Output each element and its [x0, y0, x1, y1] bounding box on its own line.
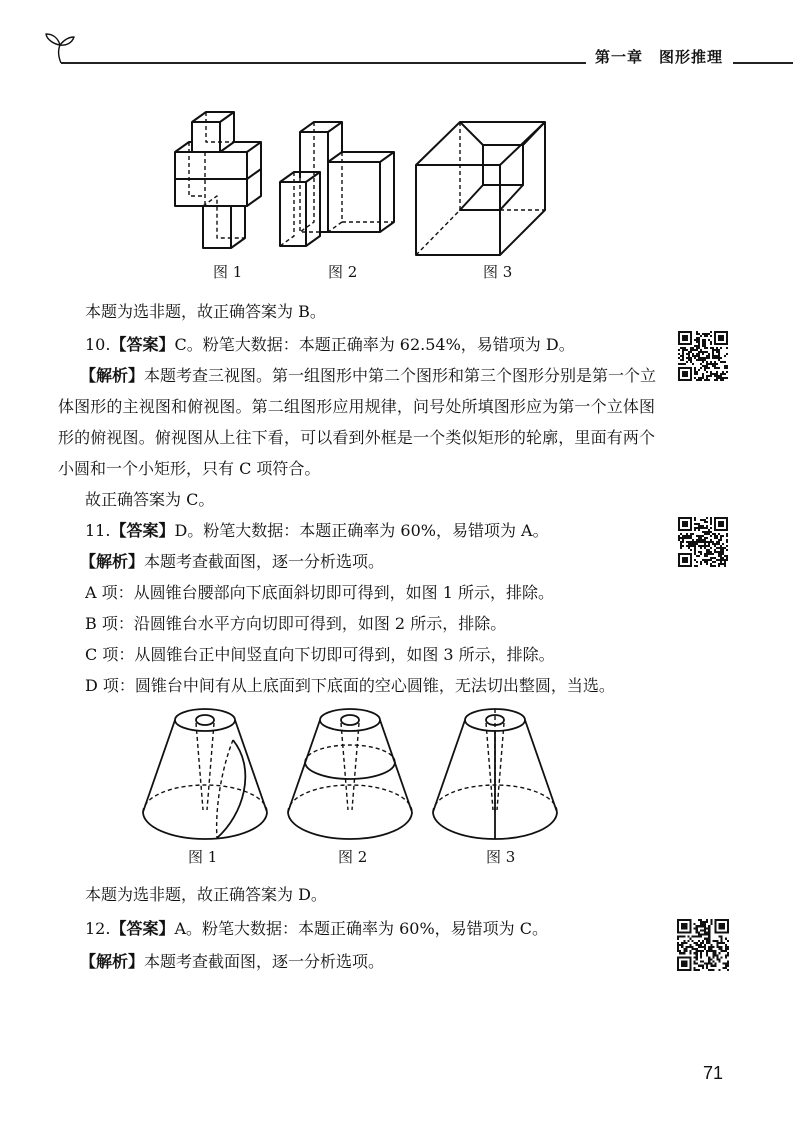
answer-tag: 【答案】 [110, 919, 175, 938]
q12-answer-line [85, 919, 548, 939]
analysis-tag: 【解析】 [80, 366, 145, 385]
header-rule-left [61, 62, 586, 64]
q10-conclusion: 故正确答案为 C。 [85, 490, 215, 509]
q10-answer-line [85, 335, 575, 355]
q11-analysis-line [80, 552, 384, 572]
frustum-figure-3 [425, 700, 565, 845]
analysis-tag: 【解析】 [80, 552, 145, 571]
figure-caption: 图 3 [486, 848, 516, 866]
question-number: 10. [85, 335, 111, 354]
chapter-title: 第一章 图形推理 [595, 48, 724, 66]
q10-analysis-line-4: 小圆和一个小矩形，只有 C 项符合。 [58, 459, 321, 478]
analysis-text: 本题考查截面图，逐一分析选项。 [144, 552, 385, 571]
figure-caption: 图 2 [328, 263, 358, 281]
analysis-text: 本题考查截面图，逐一分析选项。 [144, 952, 385, 971]
figure-caption: 图 2 [338, 848, 368, 866]
answer-text: D。粉笔大数据：本题正确率为 60%，易错项为 A。 [174, 521, 549, 540]
q12-analysis-line [80, 952, 384, 972]
q10-analysis-line-2: 体图形的主视图和俯视图。第二组图形应用规律，问号处所填图形应为第一个立体图 [58, 397, 655, 416]
q11-conclusion: 本题为选非题，故正确答案为 D。 [85, 885, 327, 904]
q11-option-c: C 项：从圆锥台正中间竖直向下切即可得到，如图 3 所示，排除。 [85, 645, 555, 664]
qr-code [678, 517, 728, 569]
answer-tag: 【答案】 [110, 521, 175, 540]
q11-answer-line [85, 521, 549, 541]
qr-code [678, 331, 728, 383]
answer-text: C。粉笔大数据：本题正确率为 62.54%，易错项为 D。 [174, 335, 575, 354]
question-number: 11. [85, 521, 111, 540]
solid-figure-3 [410, 116, 550, 260]
solid-figure-1 [165, 100, 270, 255]
q11-option-d: D 项：圆锥台中间有从上底面到下底面的空心圆锥，无法切出整圆，当选。 [85, 676, 615, 695]
figure-caption: 图 1 [213, 263, 243, 281]
sprout-icon [40, 30, 80, 64]
q9-conclusion: 本题为选非题，故正确答案为 B。 [85, 302, 326, 321]
q10-analysis-line-3: 形的俯视图。俯视图从上往下看，可以看到外框是一个类似矩形的轮廓，里面有两个 [58, 428, 655, 447]
q11-option-a: A 项：从圆锥台腰部向下底面斜切即可得到，如图 1 所示，排除。 [85, 583, 554, 602]
header-rule-right [733, 62, 793, 64]
q11-option-b: B 项：沿圆锥台水平方向切即可得到，如图 2 所示，排除。 [85, 614, 507, 633]
frustum-figure-1 [135, 700, 275, 845]
answer-tag: 【答案】 [110, 335, 175, 354]
question-number: 12. [85, 919, 111, 938]
qr-code [677, 919, 729, 973]
page-number: 71 [703, 1063, 724, 1083]
figure-caption: 图 3 [483, 263, 513, 281]
frustum-figure-2 [280, 700, 420, 845]
analysis-tag: 【解析】 [80, 952, 145, 971]
q10-analysis-line-1 [80, 366, 655, 386]
answer-text: A。粉笔大数据：本题正确率为 60%，易错项为 C。 [174, 919, 549, 938]
analysis-text: 本题考查三视图。第一组图形中第二个图形和第三个图形分别是第一个立 [144, 366, 657, 385]
figure-caption: 图 1 [188, 848, 218, 866]
solid-figure-2 [272, 112, 402, 252]
